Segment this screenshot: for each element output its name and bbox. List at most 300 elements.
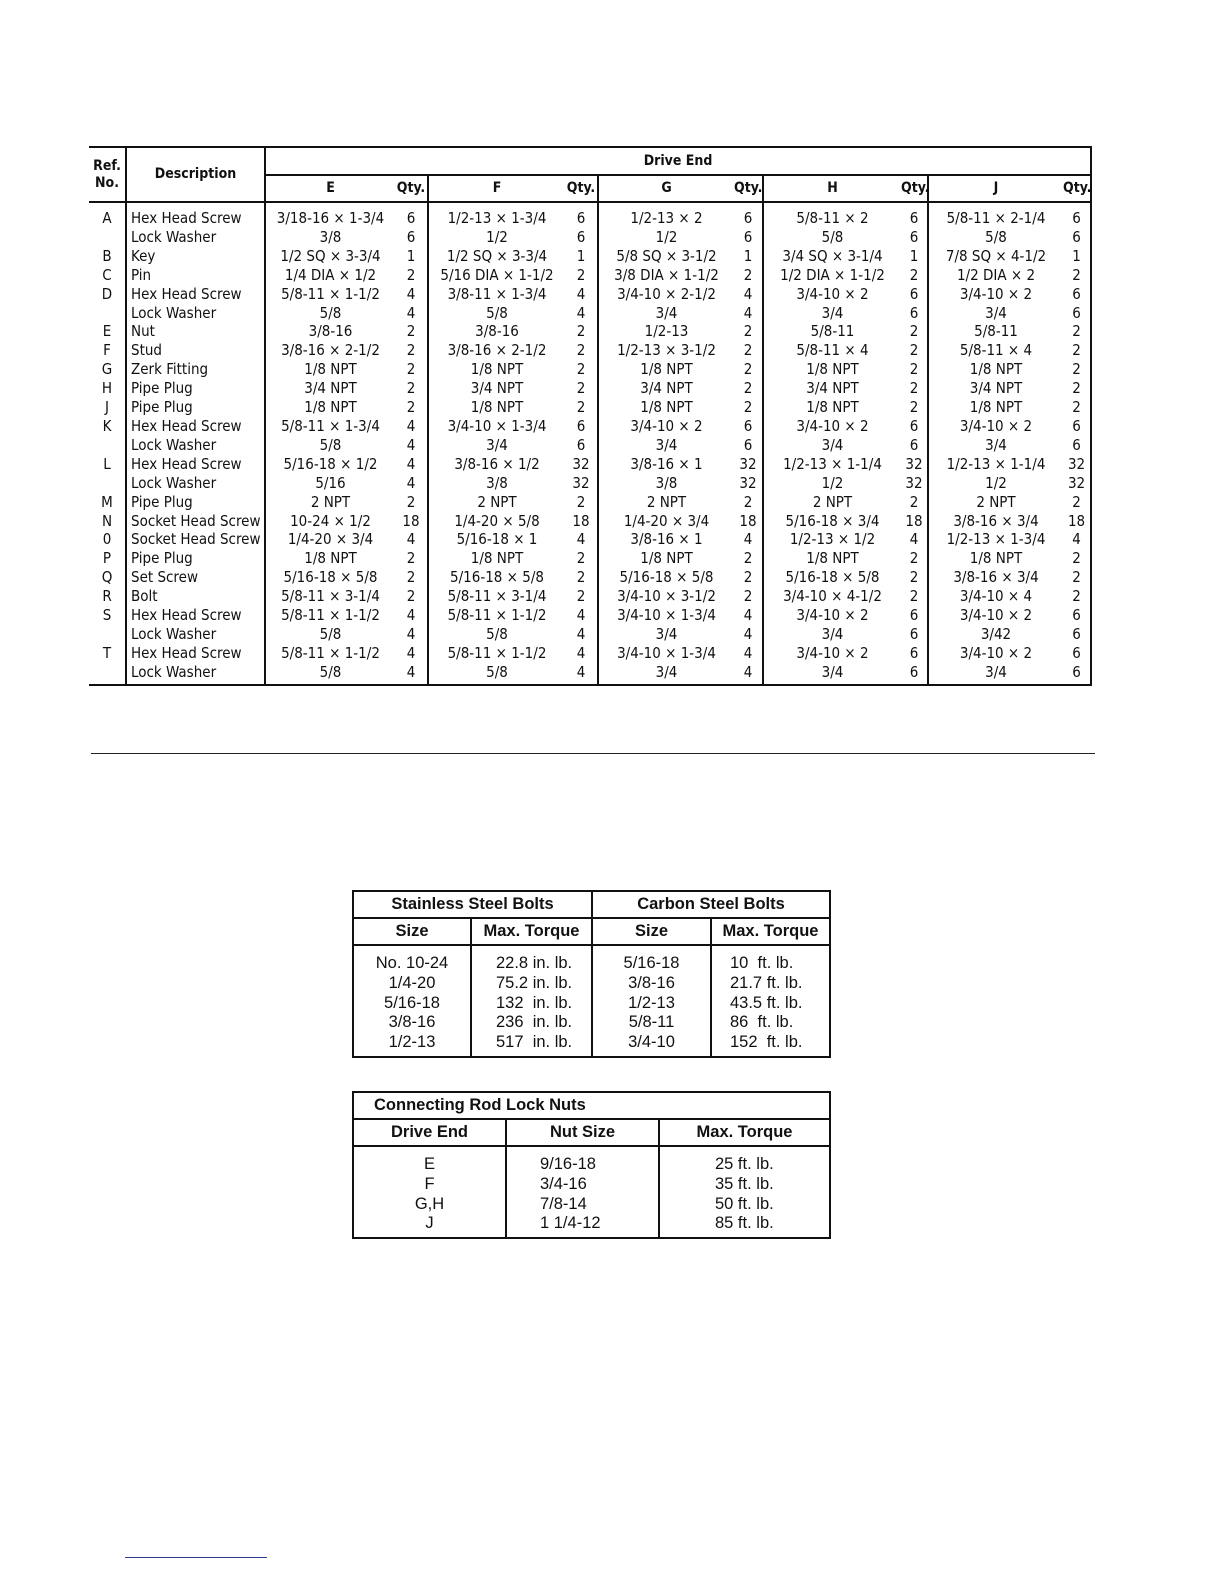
qty-h-cell: 2 xyxy=(909,360,919,379)
size-h-cell: 2 NPT xyxy=(763,493,901,512)
qty-g-cell: 32 xyxy=(739,473,757,492)
size-g-cell: 3/4-10 × 2-1/2 xyxy=(598,285,734,304)
qty-g-cell: 2 xyxy=(743,587,753,606)
qty-e-cell: 4 xyxy=(406,530,416,549)
description-cell: Pipe Plug xyxy=(126,379,265,398)
qty-e-cell: 2 xyxy=(406,549,416,568)
size-f-cell: 1/2 xyxy=(428,228,565,247)
size-g-cell: 1/2-13 × 3-1/2 xyxy=(598,341,734,360)
size-h-cell: 5/8-11 xyxy=(763,322,901,341)
size-j-cell: 1/2 DIA × 2 xyxy=(928,266,1063,285)
description-cell: Lock Washer xyxy=(126,228,265,247)
size-e-cell: 3/4 NPT xyxy=(265,379,395,398)
qty-f-cell: 2 xyxy=(576,265,586,284)
qty-f-cell: 4 xyxy=(565,663,598,685)
qty-g-cell: 4 xyxy=(743,284,753,303)
stainless-steel-header: Stainless Steel Bolts xyxy=(353,891,592,918)
size-j-cell: 7/8 SQ × 4-1/2 xyxy=(928,247,1063,266)
size-j-cell: 3/8-16 × 3/4 xyxy=(928,512,1063,531)
size-j-cell: 5/8-11 × 4 xyxy=(928,341,1063,360)
qty-h-cell: 6 xyxy=(909,624,919,643)
ss-size-cell: 1/2-13 xyxy=(353,1033,471,1057)
qty-h-cell: 4 xyxy=(909,530,919,549)
qty-g-cell: 2 xyxy=(743,265,753,284)
ref-cell xyxy=(89,436,126,455)
size-g-cell: 3/4-10 × 2 xyxy=(598,417,734,436)
size-g-cell: 5/16-18 × 5/8 xyxy=(598,568,734,587)
cs-size-cell: 1/2-13 xyxy=(592,994,711,1014)
size-e-cell: 5/8 xyxy=(265,436,395,455)
parts-row xyxy=(89,228,1091,247)
bolt-torque-row xyxy=(353,1033,830,1057)
ref-cell: K xyxy=(102,416,112,435)
nut-size-cell: 9/16-18 xyxy=(506,1146,659,1175)
cs-size-cell: 3/8-16 xyxy=(592,974,711,994)
size-f-cell: 3/8-16 × 1/2 xyxy=(428,455,565,474)
qty-g-cell: 2 xyxy=(743,379,753,398)
qty-f-cell: 32 xyxy=(572,473,590,492)
size-j-cell: 3/4-10 × 2 xyxy=(928,606,1063,625)
size-h-cell: 5/16-18 × 3/4 xyxy=(763,512,901,531)
size-j-cell: 3/4 xyxy=(928,304,1063,323)
size-f-cell: 1/8 NPT xyxy=(428,398,565,417)
qty-j-cell: 6 xyxy=(1063,625,1091,644)
qty-g-cell: 2 xyxy=(743,568,753,587)
size-j-cell: 5/8-11 xyxy=(928,322,1063,341)
qty-h-cell: 2 xyxy=(909,379,919,398)
lock-nut-row xyxy=(353,1175,830,1195)
description-cell: Stud xyxy=(126,341,265,360)
size-h-cell: 1/2-13 × 1/2 xyxy=(763,530,901,549)
size-j-cell: 5/8 xyxy=(928,228,1063,247)
description-cell: Pipe Plug xyxy=(126,398,265,417)
qty-h-cell: 2 xyxy=(909,322,919,341)
qty-e-cell: 2 xyxy=(406,492,416,511)
lock-nut-torque-table xyxy=(352,1091,831,1239)
qty-g-cell: 4 xyxy=(743,624,753,643)
drive-end-header: Drive End xyxy=(353,1119,506,1146)
size-f-cell: 1/2 SQ × 3-3/4 xyxy=(428,247,565,266)
size-h-cell: 3/4-10 × 2 xyxy=(763,606,901,625)
qty-f-cell: 2 xyxy=(576,492,586,511)
size-g-cell: 3/8 DIA × 1-1/2 xyxy=(598,266,734,285)
qty-e-cell: 6 xyxy=(406,209,416,227)
size-g-cell: 3/4-10 × 1-3/4 xyxy=(598,606,734,625)
qty-j-cell: 6 xyxy=(1063,304,1091,323)
qty-g-cell: 32 xyxy=(739,454,757,473)
size-j-cell: 1/2-13 × 1-3/4 xyxy=(928,530,1063,549)
lock-nut-row xyxy=(353,1195,830,1215)
max-torque-header: Max. Torque xyxy=(659,1119,830,1146)
size-j-cell: 1/2 xyxy=(928,474,1063,493)
bolt-torque-row xyxy=(353,974,830,994)
size-f-cell: 1/8 NPT xyxy=(428,360,565,379)
qty-g-cell: 1 xyxy=(743,246,753,265)
size-e-cell: 5/8-11 × 1-1/2 xyxy=(265,606,395,625)
qty-f-cell: 4 xyxy=(576,643,586,662)
nut-size-header: Nut Size xyxy=(506,1119,659,1146)
parts-row xyxy=(89,202,1091,228)
parts-row xyxy=(89,549,1091,568)
size-j-cell: 1/8 NPT xyxy=(928,549,1063,568)
parts-row xyxy=(89,360,1091,379)
cs-torque-cell: 86 ft. lb. xyxy=(711,1013,830,1033)
parts-row xyxy=(89,341,1091,360)
drive-end-cell: G,H xyxy=(353,1195,506,1215)
section-divider xyxy=(91,753,1095,754)
size-g-cell: 3/8-16 × 1 xyxy=(598,455,734,474)
qty-header-f: Qty. xyxy=(565,175,598,202)
qty-f-cell: 1 xyxy=(576,246,586,265)
qty-e-cell: 4 xyxy=(395,663,428,685)
qty-h-cell: 6 xyxy=(909,435,919,454)
qty-f-cell: 4 xyxy=(576,624,586,643)
size-h-cell: 1/8 NPT xyxy=(763,549,901,568)
description-cell: Pin xyxy=(126,266,265,285)
size-g-cell: 3/4 xyxy=(598,625,734,644)
ss-torque-cell: 517 in. lb. xyxy=(471,1033,592,1057)
size-g-cell: 1/2-13 × 2 xyxy=(598,202,734,228)
ref-cell: M xyxy=(101,492,113,511)
qty-j-cell: 2 xyxy=(1063,322,1091,341)
ref-cell: P xyxy=(102,549,112,568)
nut-size-cell: 1 1/4-12 xyxy=(506,1214,659,1238)
size-g-cell: 3/4-10 × 1-3/4 xyxy=(598,644,734,663)
size-f-cell: 3/8 xyxy=(428,474,565,493)
qty-j-cell: 6 xyxy=(1063,202,1091,228)
size-g-cell: 1/8 NPT xyxy=(598,398,734,417)
size-g-cell: 3/8-16 × 1 xyxy=(598,530,734,549)
qty-f-cell: 4 xyxy=(576,284,586,303)
qty-header-h: Qty. xyxy=(901,175,928,202)
qty-g-cell: 2 xyxy=(743,341,753,360)
qty-f-cell: 32 xyxy=(572,454,590,473)
size-g-cell: 3/4-10 × 3-1/2 xyxy=(598,587,734,606)
description-cell: Bolt xyxy=(126,587,265,606)
description-cell: Set Screw xyxy=(126,568,265,587)
parts-row xyxy=(89,530,1091,549)
ref-cell xyxy=(89,663,126,685)
cs-size-header: Size xyxy=(592,918,711,945)
size-j-cell: 3/4-10 × 2 xyxy=(928,644,1063,663)
description-cell: Lock Washer xyxy=(126,474,265,493)
qty-e-cell: 2 xyxy=(406,587,416,606)
qty-j-cell: 6 xyxy=(1063,417,1091,436)
qty-g-cell: 18 xyxy=(739,511,757,530)
size-g-cell: 1/2 xyxy=(598,228,734,247)
size-g-cell: 3/4 xyxy=(598,436,734,455)
qty-j-cell: 6 xyxy=(1063,285,1091,304)
qty-h-cell: 6 xyxy=(901,663,928,685)
qty-h-cell: 2 xyxy=(909,398,919,417)
size-f-cell: 5/8 xyxy=(428,663,565,685)
qty-header-e: Qty. xyxy=(395,175,428,202)
qty-h-cell: 6 xyxy=(909,303,919,322)
ref-cell: R xyxy=(102,587,112,606)
size-h-cell: 3/4 NPT xyxy=(763,379,901,398)
qty-header-j: Qty. xyxy=(1063,175,1091,202)
description-cell: Hex Head Screw xyxy=(126,455,265,474)
size-j-cell: 3/4 xyxy=(928,663,1063,685)
description-cell: Hex Head Screw xyxy=(126,644,265,663)
ss-size-cell: 5/16-18 xyxy=(353,994,471,1014)
size-e-cell: 1/8 NPT xyxy=(265,549,395,568)
lock-nut-body xyxy=(353,1146,830,1238)
qty-e-cell: 4 xyxy=(406,606,416,625)
qty-f-cell: 6 xyxy=(576,416,586,435)
size-e-cell: 5/8 xyxy=(265,304,395,323)
ref-cell: D xyxy=(101,284,113,303)
qty-h-cell: 2 xyxy=(909,587,919,606)
drive-end-cell: J xyxy=(353,1214,506,1238)
size-g-cell: 1/8 NPT xyxy=(598,549,734,568)
size-e-cell: 5/8 xyxy=(265,663,395,685)
qty-f-cell: 2 xyxy=(576,398,586,417)
size-f-cell: 3/8-11 × 1-3/4 xyxy=(428,285,565,304)
qty-e-cell: 2 xyxy=(406,341,416,360)
size-h-cell: 1/8 NPT xyxy=(763,398,901,417)
size-f-cell: 1/8 NPT xyxy=(428,549,565,568)
cs-size-cell: 5/16-18 xyxy=(592,945,711,974)
qty-j-cell: 2 xyxy=(1063,360,1091,379)
size-f-cell: 5/8 xyxy=(428,625,565,644)
qty-h-cell: 32 xyxy=(905,454,923,473)
ref-cell xyxy=(89,228,126,247)
size-j-cell: 2 NPT xyxy=(928,493,1063,512)
size-f-cell: 3/4-10 × 1-3/4 xyxy=(428,417,565,436)
size-h-cell: 3/4 xyxy=(763,436,901,455)
qty-j-cell: 2 xyxy=(1063,266,1091,285)
qty-h-cell: 1 xyxy=(909,246,919,265)
qty-e-cell: 18 xyxy=(402,511,420,530)
size-f-cell: 1/2-13 × 1-3/4 xyxy=(428,202,565,228)
ref-cell: C xyxy=(102,265,112,284)
lock-nut-title: Connecting Rod Lock Nuts xyxy=(353,1092,830,1119)
size-header-g: G xyxy=(598,175,734,202)
size-f-cell: 5/16-18 × 1 xyxy=(428,530,565,549)
size-j-cell: 1/8 NPT xyxy=(928,360,1063,379)
size-header-h: H xyxy=(763,175,901,202)
qty-j-cell: 6 xyxy=(1063,606,1091,625)
bolt-torque-row xyxy=(353,945,830,974)
size-f-cell: 3/8-16 × 2-1/2 xyxy=(428,341,565,360)
qty-e-cell: 4 xyxy=(406,624,416,643)
qty-h-cell: 6 xyxy=(909,416,919,435)
qty-f-cell: 4 xyxy=(576,530,586,549)
qty-f-cell: 6 xyxy=(576,209,586,227)
size-j-cell: 3/8-16 × 3/4 xyxy=(928,568,1063,587)
ref-no-header xyxy=(89,147,126,202)
size-h-cell: 1/2-13 × 1-1/4 xyxy=(763,455,901,474)
size-h-cell: 3/4 SQ × 3-1/4 xyxy=(763,247,901,266)
drive-end-cell: E xyxy=(353,1146,506,1175)
description-cell: Zerk Fitting xyxy=(126,360,265,379)
qty-h-cell: 6 xyxy=(909,209,919,227)
ref-cell: 0 xyxy=(102,530,112,549)
qty-g-cell: 2 xyxy=(743,322,753,341)
qty-e-cell: 2 xyxy=(406,360,416,379)
ref-header-line1: Ref. xyxy=(93,157,121,174)
parts-row xyxy=(89,285,1091,304)
size-j-cell: 1/8 NPT xyxy=(928,398,1063,417)
qty-e-cell: 2 xyxy=(406,265,416,284)
description-cell: Socket Head Screw xyxy=(126,530,265,549)
size-header-e: E xyxy=(265,175,395,202)
size-f-cell: 5/16-18 × 5/8 xyxy=(428,568,565,587)
description-cell: Pipe Plug xyxy=(126,493,265,512)
qty-h-cell: 2 xyxy=(909,549,919,568)
ref-cell: T xyxy=(102,643,112,662)
qty-h-cell: 2 xyxy=(909,568,919,587)
size-h-cell: 3/4-10 × 2 xyxy=(763,417,901,436)
size-e-cell: 3/8 xyxy=(265,228,395,247)
size-g-cell: 1/2-13 xyxy=(598,322,734,341)
qty-h-cell: 6 xyxy=(909,227,919,246)
size-f-cell: 5/8-11 × 3-1/4 xyxy=(428,587,565,606)
description-cell: Lock Washer xyxy=(126,436,265,455)
lock-nut-row xyxy=(353,1214,830,1238)
size-h-cell: 3/4-10 × 2 xyxy=(763,285,901,304)
qty-f-cell: 2 xyxy=(576,360,586,379)
ref-cell: E xyxy=(102,322,112,341)
size-e-cell: 3/8-16 xyxy=(265,322,395,341)
ref-cell xyxy=(89,474,126,493)
qty-g-cell: 2 xyxy=(743,549,753,568)
size-g-cell: 3/4 xyxy=(598,663,734,685)
qty-j-cell: 2 xyxy=(1063,587,1091,606)
qty-h-cell: 2 xyxy=(909,341,919,360)
size-e-cell: 1/4 DIA × 1/2 xyxy=(265,266,395,285)
qty-g-cell: 4 xyxy=(734,663,763,685)
size-g-cell: 2 NPT xyxy=(598,493,734,512)
qty-e-cell: 4 xyxy=(406,284,416,303)
nut-torque-cell: 50 ft. lb. xyxy=(659,1195,830,1215)
parts-row xyxy=(89,266,1091,285)
size-f-cell: 5/16 DIA × 1-1/2 xyxy=(428,266,565,285)
ss-size-cell: 1/4-20 xyxy=(353,974,471,994)
parts-row xyxy=(89,474,1091,493)
qty-j-cell: 6 xyxy=(1063,436,1091,455)
size-j-cell: 3/4-10 × 2 xyxy=(928,417,1063,436)
bolt-torque-row xyxy=(353,994,830,1014)
ss-size-cell: No. 10-24 xyxy=(353,945,471,974)
ref-cell: B xyxy=(102,246,112,265)
nut-torque-cell: 25 ft. lb. xyxy=(659,1146,830,1175)
ref-cell: G xyxy=(101,360,113,379)
ref-cell: N xyxy=(101,511,113,530)
parts-row xyxy=(89,379,1091,398)
size-f-cell: 3/4 NPT xyxy=(428,379,565,398)
size-g-cell: 5/8 SQ × 3-1/2 xyxy=(598,247,734,266)
qty-h-cell: 6 xyxy=(909,606,919,625)
qty-j-cell: 2 xyxy=(1063,549,1091,568)
description-cell: Hex Head Screw xyxy=(126,606,265,625)
qty-j-cell: 6 xyxy=(1063,644,1091,663)
description-cell: Lock Washer xyxy=(126,663,265,685)
size-e-cell: 5/8-11 × 1-1/2 xyxy=(265,644,395,663)
ss-torque-cell: 75.2 in. lb. xyxy=(471,974,592,994)
qty-h-cell: 18 xyxy=(905,511,923,530)
description-cell: Lock Washer xyxy=(126,304,265,323)
nut-size-cell: 7/8-14 xyxy=(506,1195,659,1215)
parts-row xyxy=(89,304,1091,323)
ss-torque-cell: 132 in. lb. xyxy=(471,994,592,1014)
ss-torque-cell: 22.8 in. lb. xyxy=(471,945,592,974)
ref-cell: S xyxy=(102,606,112,625)
parts-table-body xyxy=(89,202,1091,685)
qty-j-cell: 6 xyxy=(1063,228,1091,247)
parts-row xyxy=(89,247,1091,266)
description-cell: Hex Head Screw xyxy=(126,202,265,228)
cs-torque-cell: 43.5 ft. lb. xyxy=(711,994,830,1014)
qty-f-cell: 2 xyxy=(576,568,586,587)
size-header-j: J xyxy=(928,175,1063,202)
size-g-cell: 3/8 xyxy=(598,474,734,493)
qty-g-cell: 2 xyxy=(743,492,753,511)
qty-f-cell: 18 xyxy=(572,511,590,530)
parts-row xyxy=(89,587,1091,606)
qty-g-cell: 4 xyxy=(743,303,753,322)
description-header: Description xyxy=(126,147,265,202)
size-h-cell: 3/4-10 × 2 xyxy=(763,644,901,663)
size-e-cell: 3/18-16 × 1-3/4 xyxy=(265,202,395,228)
qty-j-cell: 1 xyxy=(1063,247,1091,266)
parts-row xyxy=(89,625,1091,644)
qty-j-cell: 18 xyxy=(1063,512,1091,531)
size-f-cell: 1/4-20 × 5/8 xyxy=(428,512,565,531)
qty-j-cell: 2 xyxy=(1063,341,1091,360)
size-j-cell: 3/4-10 × 4 xyxy=(928,587,1063,606)
qty-j-cell: 2 xyxy=(1063,568,1091,587)
ref-cell: Q xyxy=(101,568,113,587)
qty-j-cell: 2 xyxy=(1063,379,1091,398)
size-j-cell: 3/4 xyxy=(928,436,1063,455)
parts-row xyxy=(89,436,1091,455)
parts-row xyxy=(89,493,1091,512)
size-h-cell: 1/8 NPT xyxy=(763,360,901,379)
qty-h-cell: 6 xyxy=(909,643,919,662)
cs-size-cell: 3/4-10 xyxy=(592,1033,711,1057)
size-h-cell: 3/4 xyxy=(763,304,901,323)
parts-row xyxy=(89,644,1091,663)
qty-h-cell: 6 xyxy=(909,284,919,303)
qty-e-cell: 4 xyxy=(406,454,416,473)
qty-header-g: Qty. xyxy=(734,175,763,202)
qty-g-cell: 2 xyxy=(743,360,753,379)
cs-torque-cell: 21.7 ft. lb. xyxy=(711,974,830,994)
lock-nut-row xyxy=(353,1146,830,1175)
qty-e-cell: 2 xyxy=(406,379,416,398)
size-e-cell: 5/8-11 × 3-1/4 xyxy=(265,587,395,606)
cs-torque-cell: 10 ft. lb. xyxy=(711,945,830,974)
size-j-cell: 3/42 xyxy=(928,625,1063,644)
qty-f-cell: 2 xyxy=(576,341,586,360)
ref-header-line2: No. xyxy=(95,174,119,191)
qty-e-cell: 4 xyxy=(406,473,416,492)
qty-e-cell: 4 xyxy=(406,435,416,454)
parts-row xyxy=(89,455,1091,474)
size-h-cell: 5/16-18 × 5/8 xyxy=(763,568,901,587)
description-cell: Hex Head Screw xyxy=(126,417,265,436)
size-f-cell: 3/4 xyxy=(428,436,565,455)
size-e-cell: 1/2 SQ × 3-3/4 xyxy=(265,247,395,266)
ref-cell xyxy=(89,625,126,644)
size-g-cell: 3/4 NPT xyxy=(598,379,734,398)
ref-cell: J xyxy=(105,398,109,417)
size-f-cell: 5/8-11 × 1-1/2 xyxy=(428,644,565,663)
size-g-cell: 1/8 NPT xyxy=(598,360,734,379)
nut-torque-cell: 85 ft. lb. xyxy=(659,1214,830,1238)
